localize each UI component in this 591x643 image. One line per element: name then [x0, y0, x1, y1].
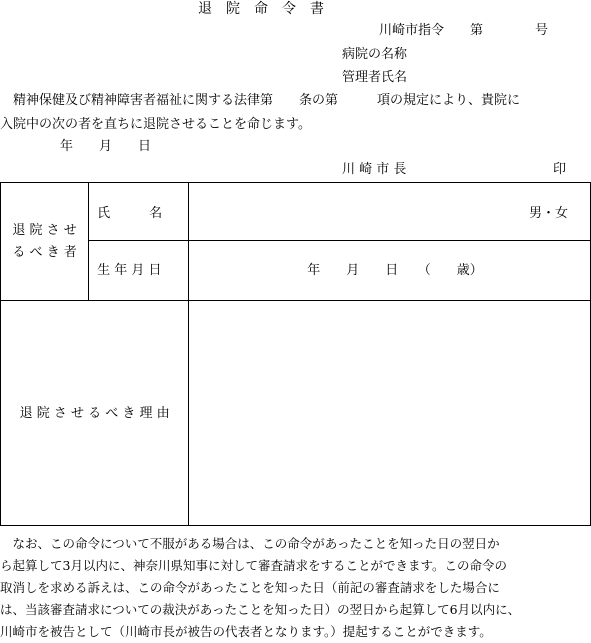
date-line: 年 月 日: [60, 139, 152, 154]
manager-name-label: 管理者氏名: [342, 70, 408, 85]
birthdate-field[interactable]: [189, 241, 591, 301]
birthdate-value: 年 月 日 （ 歳）: [307, 263, 483, 278]
appeal-notice-line4: は、当該審査請求についての裁決があったことを知った日）の翌日から起算して6月以内に、: [0, 602, 521, 617]
birthdate-label: 生 年 月 日: [97, 263, 162, 278]
appeal-notice-line2: ら起算して3月以内に、神奈川県知事に対して審査請求をすることができます。この命令の: [0, 558, 507, 573]
subject-label-line2: る べ き 者: [12, 244, 77, 260]
name-label: 氏 名: [97, 206, 163, 221]
appeal-notice-line3: 取消しを求める訴えは、この命令があったことを知った日（前記の審査請求をした場合に: [0, 580, 500, 595]
order-form-table: [0, 182, 591, 526]
issuer-name: 川 崎 市 長: [342, 162, 407, 177]
subject-label-cell: [1, 183, 89, 301]
appeal-notice-line1: なお、この命令について不服がある場合は、この命令があったことを知った日の翌日か: [0, 536, 500, 551]
hospital-name-label: 病院の名称: [342, 47, 408, 62]
reason-label-cell: [1, 301, 189, 526]
document-number: 川崎市指令 第 号: [379, 23, 549, 38]
subject-label-line1: 退 院 さ せ: [12, 222, 77, 238]
name-field[interactable]: [189, 183, 591, 241]
document-title: 退 院 命 令 書: [198, 1, 324, 17]
name-label-cell: [89, 183, 189, 241]
reason-field[interactable]: [189, 301, 591, 526]
appeal-notice-line5: 川崎市を被告として（川崎市長が被告の代表者となります。）提起することができます。: [0, 624, 492, 639]
seal-mark: 印: [553, 162, 567, 177]
body-text-line2: 入院中の次の者を直ちに退院させることを命じます。: [0, 117, 311, 132]
gender-options[interactable]: 男・女: [528, 206, 568, 221]
birthdate-label-cell: [89, 241, 189, 301]
appeal-notice: [0, 533, 591, 643]
body-text-line1: 精神保健及び精神障害者福祉に関する法律第 条の第 項の規定により、貴院に: [0, 93, 521, 108]
reason-label: 退 院 さ せ る べ き 理 由: [19, 405, 170, 421]
